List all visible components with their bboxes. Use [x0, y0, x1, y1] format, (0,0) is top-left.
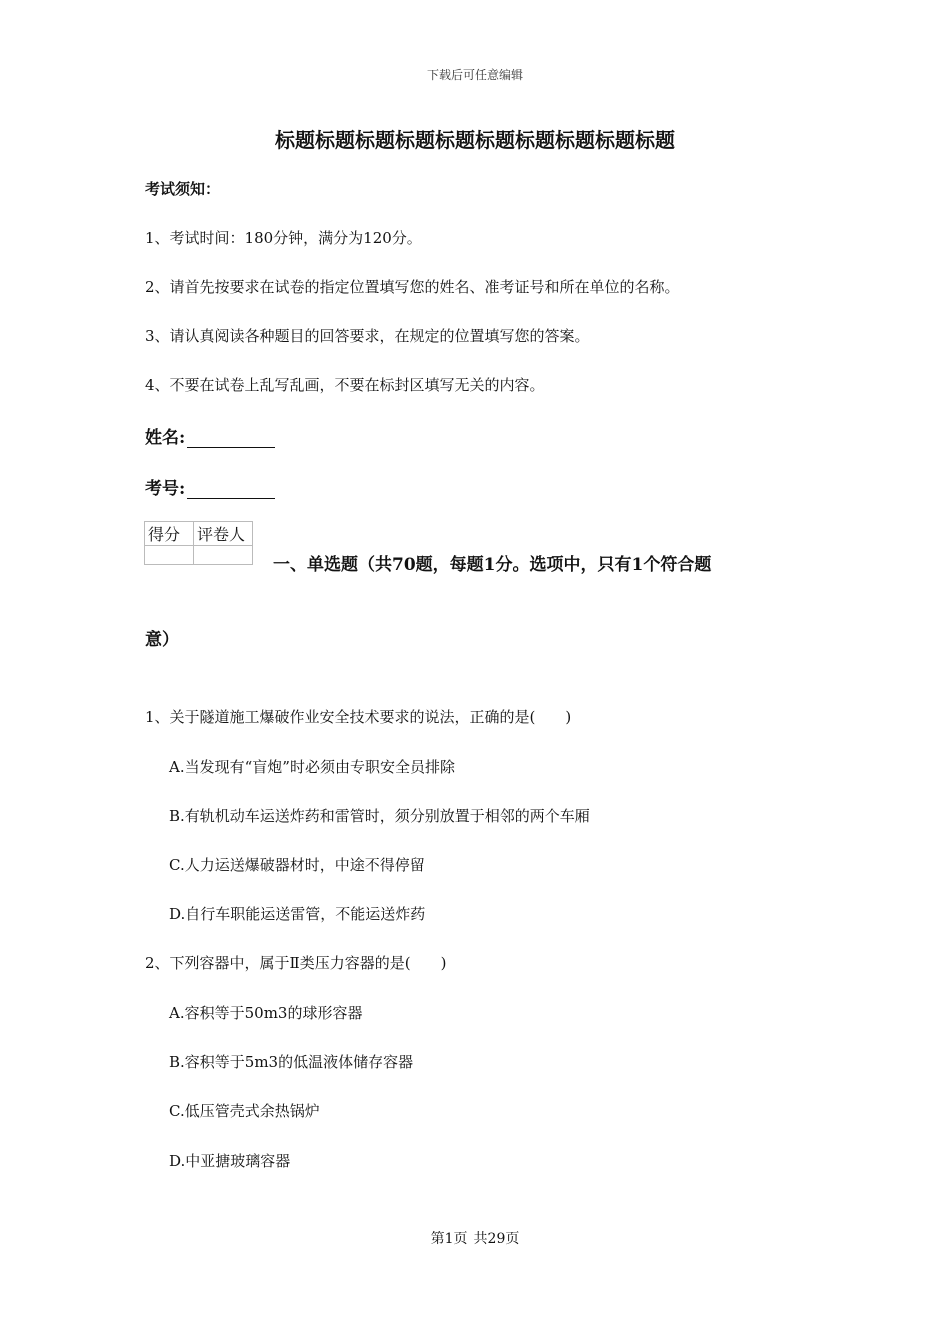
page-number-total: 共29页: [473, 1231, 520, 1247]
question-option: A.当发现有“盲炮”时必须由专职安全员排除: [169, 758, 455, 776]
score-value-cell[interactable]: [145, 546, 194, 565]
question-option: B.有轨机动车运送炸药和雷管时，须分别放置于相邻的两个车厢: [169, 807, 590, 825]
notice-item: 3、请认真阅读各种题目的回答要求，在规定的位置填写您的答案。: [145, 327, 590, 345]
grader-label-cell: 评卷人: [194, 522, 253, 546]
name-field: [145, 423, 275, 448]
notice-heading: 考试须知：: [145, 180, 221, 198]
notice-item: 1、考试时间：180分钟，满分为120分。: [145, 229, 422, 247]
name-field-label: 姓名:: [145, 428, 186, 448]
document-title: 标题标题标题标题标题标题标题标题标题标题: [275, 128, 675, 152]
name-field-blank[interactable]: [187, 430, 275, 448]
page-number-current: 第1页: [430, 1231, 468, 1247]
question-option: D.中亚搪玻璃容器: [169, 1152, 291, 1170]
question-stem: 1、关于隧道施工爆破作业安全技术要求的说法，正确的是( ): [145, 708, 572, 726]
question-option: C.低压管壳式余热锅炉: [169, 1102, 320, 1120]
question-option: B.容积等于5m3的低温液体储存容器: [169, 1053, 414, 1071]
score-table: [144, 521, 253, 565]
question-option: C.人力运送爆破器材时，中途不得停留: [169, 856, 425, 874]
exam-number-field-blank[interactable]: [187, 481, 275, 499]
question-option: D.自行车职能运送雷管，不能运送炸药: [169, 905, 426, 923]
page-footer: [0, 1228, 950, 1248]
header-note: 下载后可任意编辑: [426, 68, 523, 82]
score-label-cell: 得分: [145, 522, 194, 546]
grader-value-cell[interactable]: [194, 546, 253, 565]
exam-number-field-label: 考号:: [145, 479, 186, 499]
question-option: A.容积等于50m3的球形容器: [169, 1004, 363, 1022]
notice-item: 2、请首先按要求在试卷的指定位置填写您的姓名、准考证号和所在单位的名称。: [145, 278, 680, 296]
section-heading: 一、单选题（共70题，每题1分。选项中，只有1个符合题: [273, 555, 712, 575]
question-stem: 2、下列容器中，属于Ⅱ类压力容器的是( ): [145, 954, 447, 972]
notice-item: 4、不要在试卷上乱写乱画，不要在标封区填写无关的内容。: [145, 376, 545, 394]
section-heading-continued: 意）: [145, 630, 179, 650]
exam-number-field: [145, 474, 275, 499]
